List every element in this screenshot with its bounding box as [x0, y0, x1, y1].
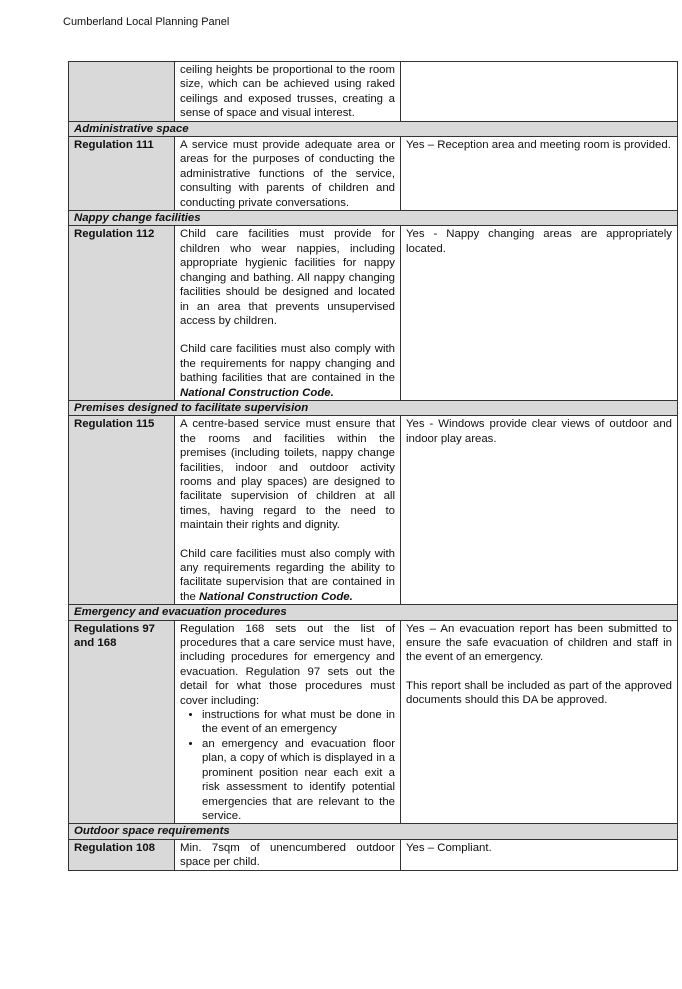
regulations-table: [68, 61, 678, 871]
requirement-paragraph: Regulation 168 sets out the list of procedures that a care service must have, including procedures for emergency and evacuation. Regulation 97 sets out the detail for what those procedures must cover including:: [180, 622, 395, 707]
requirement-cell: A service must provide adequate area or areas for the purposes of conducting the administrative functions of the service, consulting with parents of children and conducting private conversations.: [175, 137, 401, 211]
compliance-cell: [401, 62, 678, 122]
requirement-paragraph: A centre-based service must ensure that the rooms and facilities within the premises (including toilets, nappy change facilities, indoor and outdoor activity rooms and play spaces) are designed to facilitate supervision of children at all times, having regard to the need to maintain their rights and dignity.: [180, 418, 395, 532]
requirement-text: Child care facilities must also comply with the requirements for nappy changing and bathing facilities that are contained in the: [180, 343, 395, 385]
table-row: [69, 620, 678, 824]
code-reference: National Construction Code.: [199, 590, 353, 603]
compliance-paragraph: This report shall be included as part of the approved documents should this DA be approved.: [406, 679, 672, 707]
regulation-cell: Regulations 97 and 168: [69, 620, 175, 824]
list-item: • instructions for what must be done in the event of an emergency: [202, 708, 395, 737]
section-row: [69, 824, 678, 839]
requirement-cell: [175, 620, 401, 824]
section-heading: Premises designed to facilitate supervision: [69, 400, 678, 415]
table-row: [69, 839, 678, 870]
regulation-cell: Regulation 108: [69, 839, 175, 870]
table-row: [69, 226, 678, 400]
compliance-cell: Yes - Windows provide clear views of outdoor and indoor play areas.: [401, 416, 678, 605]
section-row: [69, 400, 678, 415]
page-header: Cumberland Local Planning Panel: [63, 16, 230, 28]
requirement-list: [180, 708, 395, 823]
table-row: [69, 137, 678, 211]
section-row: [69, 605, 678, 620]
section-heading: Administrative space: [69, 121, 678, 136]
compliance-cell: Yes – Compliant.: [401, 839, 678, 870]
section-row: [69, 211, 678, 226]
requirement-text: Child care facilities must also comply with any requirements regarding the ability to facilitate supervision that are contained in the: [180, 547, 395, 603]
requirement-cell: ceiling heights be proportional to the room size, which can be achieved using raked ceilings and exposed trusses, creating a sense of space and visual interest.: [175, 62, 401, 122]
list-item: • an emergency and evacuation floor plan, a copy of which is displayed in a prominent position near each exit a risk assessment to identify potential emergencies that are relevant to the service.: [202, 737, 395, 823]
table-row: [69, 416, 678, 605]
compliance-paragraph: Yes – An evacuation report has been submitted to ensure the safe evacuation of children and staff in the event of an emergency.: [406, 622, 672, 664]
regulation-cell: Regulation 111: [69, 137, 175, 211]
section-heading: Nappy change facilities: [69, 211, 678, 226]
compliance-cell: Yes - Nappy changing areas are appropriately located.: [401, 226, 678, 400]
regulation-cell: [69, 62, 175, 122]
compliance-cell: [401, 620, 678, 824]
table-row: [69, 62, 678, 122]
section-heading: Emergency and evacuation procedures: [69, 605, 678, 620]
code-reference: National Construction Code.: [180, 386, 334, 399]
section-heading: Outdoor space requirements: [69, 824, 678, 839]
regulation-cell: Regulation 115: [69, 416, 175, 605]
requirement-paragraph: [180, 547, 395, 605]
requirement-cell: [175, 226, 401, 400]
regulation-cell: Regulation 112: [69, 226, 175, 400]
requirement-paragraph: Child care facilities must provide for children who wear nappies, including appropriate hygienic facilities for nappy changing and bathing. All nappy changing facilities should be designed and located in an area that prevents unsupervised access by children.: [180, 228, 395, 327]
requirement-cell: Min. 7sqm of unencumbered outdoor space per child.: [175, 839, 401, 870]
requirement-cell: [175, 416, 401, 605]
section-row: [69, 121, 678, 136]
compliance-cell: Yes – Reception area and meeting room is provided.: [401, 137, 678, 211]
requirement-paragraph: [180, 342, 395, 400]
